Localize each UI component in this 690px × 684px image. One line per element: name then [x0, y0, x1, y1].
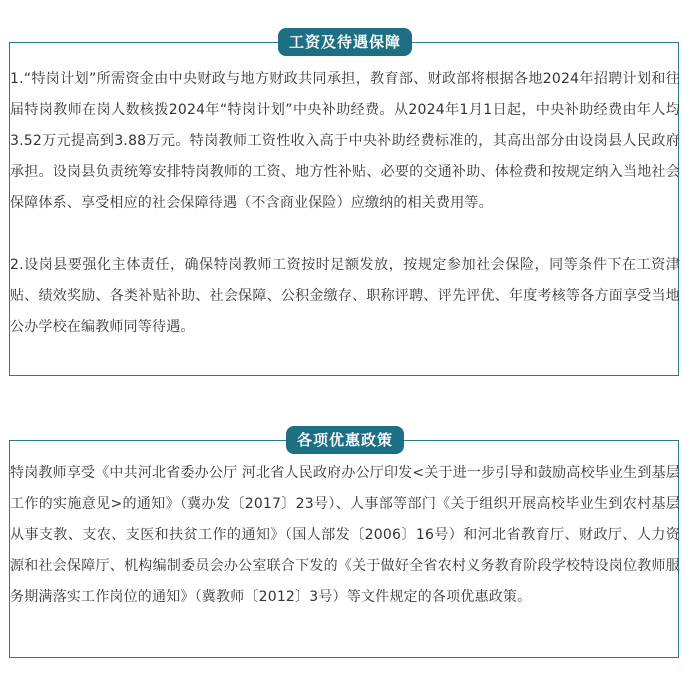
- salary-section-content: [10, 64, 680, 343]
- benefits-section-title: 各项优惠政策: [286, 426, 404, 454]
- salary-paragraph-2: 2.设岗县要强化主体责任，确保特岗教师工资按时足额发放，按规定参加社会保险，同等条件下在工资津贴、绩效奖励、各类补贴补助、社会保障、公积金缴存、职称评聘、评先评优、年度考核等各方面享受当地公办学校在编教师同等待遇。: [10, 257, 680, 335]
- benefits-section-content: [10, 458, 680, 613]
- salary-paragraph-1: 1.“特岗计划”所需资金由中央财政与地方财政共同承担，教育部、财政部将根据各地2024年招聘计划和往届特岗教师在岗人数核拨2024年“特岗计划”中央补助经费。从2024年1月1日起，中央补助经费由年人均3.52万元提高到3.88万元。特岗教师工资性收入高于中央补助经费标准的，其高出部分由设岗县人民政府承担。设岗县负责统筹安排特岗教师的工资、地方性补贴、必要的交通补助、体检费和按规定纳入当地社会保障体系、享受相应的社会保障待遇（不含商业保险）应缴纳的相关费用等。: [10, 71, 680, 211]
- benefits-paragraph-1: 特岗教师享受《中共河北省委办公厅 河北省人民政府办公厅印发<关于进一步引导和鼓励高校毕业生到基层工作的实施意见>的通知》（冀办发〔2017〕23号）、人事部等部门《关于组织开展高校毕业生到农村基层从事支教、支农、支医和扶贫工作的通知》（国人部发〔2006〕16号）和河北省教育厅、财政厅、人力资源和社会保障厅、机构编制委员会办公室联合下发的《关于做好全省农村义务教育阶段学校特设岗位教师服务期满落实工作岗位的通知》（冀教师〔2012〕3号）等文件规定的各项优惠政策。: [10, 465, 680, 605]
- salary-section-title: 工资及待遇保障: [278, 28, 412, 56]
